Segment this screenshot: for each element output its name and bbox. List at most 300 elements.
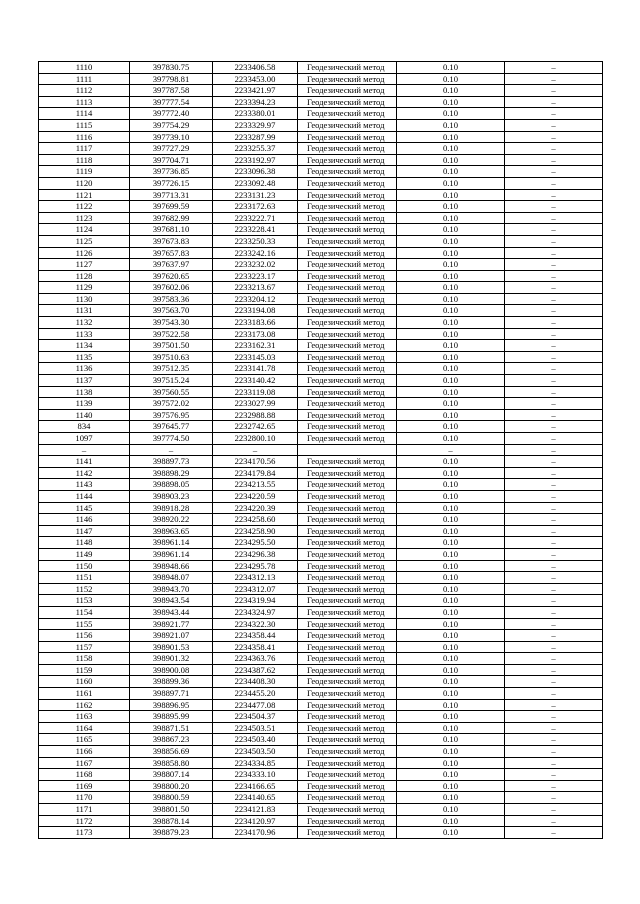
y-coordinate-cell: 2233119.08 bbox=[213, 386, 298, 398]
accuracy-cell: 0.10 bbox=[397, 467, 505, 479]
y-coordinate-cell: 2232742.65 bbox=[213, 421, 298, 433]
description-cell: – bbox=[505, 328, 603, 340]
table-row bbox=[39, 154, 603, 166]
method-cell: Геодезический метод bbox=[298, 433, 397, 445]
y-coordinate-cell: 2234358.44 bbox=[213, 630, 298, 642]
table-row bbox=[39, 653, 603, 665]
method-cell: Геодезический метод bbox=[298, 606, 397, 618]
y-coordinate-cell: 2234334.85 bbox=[213, 757, 298, 769]
accuracy-cell: 0.10 bbox=[397, 514, 505, 526]
table-row bbox=[39, 479, 603, 491]
method-cell: Геодезический метод bbox=[298, 560, 397, 572]
x-coordinate-cell: 397739.10 bbox=[130, 131, 213, 143]
table-row bbox=[39, 270, 603, 282]
method-cell: Геодезический метод bbox=[298, 143, 397, 155]
coordinates-table bbox=[38, 61, 603, 839]
x-coordinate-cell: 398878.14 bbox=[130, 815, 213, 827]
y-coordinate-cell: 2234324.97 bbox=[213, 606, 298, 618]
description-cell: – bbox=[505, 502, 603, 514]
x-coordinate-cell: 398943.54 bbox=[130, 595, 213, 607]
table-row bbox=[39, 734, 603, 746]
y-coordinate-cell: 2234213.55 bbox=[213, 479, 298, 491]
x-coordinate-cell: 397726.15 bbox=[130, 177, 213, 189]
description-cell: – bbox=[505, 375, 603, 387]
point-number-cell: 1125 bbox=[39, 235, 130, 247]
method-cell: Геодезический метод bbox=[298, 421, 397, 433]
table-row bbox=[39, 201, 603, 213]
accuracy-cell: 0.10 bbox=[397, 560, 505, 572]
method-cell: Геодезический метод bbox=[298, 769, 397, 781]
y-coordinate-cell: 2233255.37 bbox=[213, 143, 298, 155]
x-coordinate-cell: 398858.80 bbox=[130, 757, 213, 769]
table-row bbox=[39, 664, 603, 676]
point-number-cell: 1141 bbox=[39, 456, 130, 468]
method-cell: Геодезический метод bbox=[298, 305, 397, 317]
y-coordinate-cell: 2234170.56 bbox=[213, 456, 298, 468]
table-row bbox=[39, 757, 603, 769]
table-row bbox=[39, 259, 603, 271]
description-cell: – bbox=[505, 746, 603, 758]
point-number-cell: 1117 bbox=[39, 143, 130, 155]
accuracy-cell: 0.10 bbox=[397, 189, 505, 201]
table-row bbox=[39, 630, 603, 642]
x-coordinate-cell: 398801.50 bbox=[130, 804, 213, 816]
description-cell: – bbox=[505, 282, 603, 294]
table-row bbox=[39, 560, 603, 572]
method-cell: Геодезический метод bbox=[298, 270, 397, 282]
point-number-cell: 1166 bbox=[39, 746, 130, 758]
method-cell: Геодезический метод bbox=[298, 398, 397, 410]
point-number-cell: 1140 bbox=[39, 409, 130, 421]
description-cell: – bbox=[505, 305, 603, 317]
table-row bbox=[39, 409, 603, 421]
method-cell: Геодезический метод bbox=[298, 166, 397, 178]
y-coordinate-cell: 2234258.90 bbox=[213, 525, 298, 537]
x-coordinate-cell: 398903.23 bbox=[130, 490, 213, 502]
table-row bbox=[39, 467, 603, 479]
accuracy-cell: 0.10 bbox=[397, 282, 505, 294]
description-cell: – bbox=[505, 606, 603, 618]
method-cell: Геодезический метод bbox=[298, 572, 397, 584]
point-number-cell: 1145 bbox=[39, 502, 130, 514]
method-cell: Геодезический метод bbox=[298, 96, 397, 108]
point-number-cell: 1161 bbox=[39, 688, 130, 700]
description-cell: – bbox=[505, 201, 603, 213]
y-coordinate-cell: 2233380.01 bbox=[213, 108, 298, 120]
y-coordinate-cell: 2234296.38 bbox=[213, 548, 298, 560]
method-cell: Геодезический метод bbox=[298, 827, 397, 839]
accuracy-cell: 0.10 bbox=[397, 375, 505, 387]
method-cell: Геодезический метод bbox=[298, 548, 397, 560]
point-number-cell: 1172 bbox=[39, 815, 130, 827]
point-number-cell: 1121 bbox=[39, 189, 130, 201]
description-cell: – bbox=[505, 85, 603, 97]
table-row bbox=[39, 583, 603, 595]
description-cell: – bbox=[505, 490, 603, 502]
description-cell: – bbox=[505, 653, 603, 665]
point-number-cell: 1114 bbox=[39, 108, 130, 120]
point-number-cell: 1112 bbox=[39, 85, 130, 97]
x-coordinate-cell: 398879.23 bbox=[130, 827, 213, 839]
table-row bbox=[39, 711, 603, 723]
y-coordinate-cell: 2233173.08 bbox=[213, 328, 298, 340]
method-cell: Геодезический метод bbox=[298, 734, 397, 746]
point-number-cell: 1131 bbox=[39, 305, 130, 317]
x-coordinate-cell: 397512.35 bbox=[130, 363, 213, 375]
y-coordinate-cell: 2233162.31 bbox=[213, 340, 298, 352]
x-coordinate-cell: 398921.07 bbox=[130, 630, 213, 642]
description-cell: – bbox=[505, 815, 603, 827]
point-number-cell: 1155 bbox=[39, 618, 130, 630]
accuracy-cell: 0.10 bbox=[397, 409, 505, 421]
y-coordinate-cell: 2233453.00 bbox=[213, 73, 298, 85]
point-number-cell: 1135 bbox=[39, 351, 130, 363]
x-coordinate-cell: 397657.83 bbox=[130, 247, 213, 259]
point-number-cell: 1149 bbox=[39, 548, 130, 560]
accuracy-cell: 0.10 bbox=[397, 85, 505, 97]
accuracy-cell: 0.10 bbox=[397, 664, 505, 676]
table-row bbox=[39, 398, 603, 410]
table-row bbox=[39, 386, 603, 398]
description-cell: – bbox=[505, 62, 603, 74]
y-coordinate-cell: 2234358.41 bbox=[213, 641, 298, 653]
point-number-cell: 1132 bbox=[39, 317, 130, 329]
accuracy-cell: 0.10 bbox=[397, 583, 505, 595]
point-number-cell: 1129 bbox=[39, 282, 130, 294]
accuracy-cell: 0.10 bbox=[397, 490, 505, 502]
x-coordinate-cell: 398897.71 bbox=[130, 688, 213, 700]
method-cell: Геодезический метод bbox=[298, 525, 397, 537]
description-cell: – bbox=[505, 73, 603, 85]
point-number-cell: 1152 bbox=[39, 583, 130, 595]
description-cell: – bbox=[505, 548, 603, 560]
table-row bbox=[39, 572, 603, 584]
table-row bbox=[39, 235, 603, 247]
table-row bbox=[39, 456, 603, 468]
table-row bbox=[39, 502, 603, 514]
method-cell: Геодезический метод bbox=[298, 154, 397, 166]
y-coordinate-cell: 2233329.97 bbox=[213, 119, 298, 131]
y-coordinate-cell: 2234503.40 bbox=[213, 734, 298, 746]
accuracy-cell: 0.10 bbox=[397, 235, 505, 247]
method-cell: Геодезический метод bbox=[298, 664, 397, 676]
accuracy-cell: 0.10 bbox=[397, 351, 505, 363]
table-row bbox=[39, 363, 603, 375]
method-cell: Геодезический метод bbox=[298, 479, 397, 491]
point-number-cell: 1110 bbox=[39, 62, 130, 74]
y-coordinate-cell: 2233131.23 bbox=[213, 189, 298, 201]
x-coordinate-cell: 398921.77 bbox=[130, 618, 213, 630]
point-number-cell: 1144 bbox=[39, 490, 130, 502]
y-coordinate-cell: 2234455.20 bbox=[213, 688, 298, 700]
description-cell: – bbox=[505, 804, 603, 816]
y-coordinate-cell: 2234503.50 bbox=[213, 746, 298, 758]
x-coordinate-cell: 398800.59 bbox=[130, 792, 213, 804]
table-row bbox=[39, 514, 603, 526]
accuracy-cell: 0.10 bbox=[397, 73, 505, 85]
point-number-cell: 1164 bbox=[39, 722, 130, 734]
method-cell: Геодезический метод bbox=[298, 780, 397, 792]
table-row bbox=[39, 375, 603, 387]
accuracy-cell: 0.10 bbox=[397, 247, 505, 259]
point-number-cell: 1097 bbox=[39, 433, 130, 445]
x-coordinate-cell: 397830.75 bbox=[130, 62, 213, 74]
x-coordinate-cell: 398948.66 bbox=[130, 560, 213, 572]
point-number-cell: 1167 bbox=[39, 757, 130, 769]
accuracy-cell: 0.10 bbox=[397, 688, 505, 700]
table-row bbox=[39, 618, 603, 630]
dash-cell: – bbox=[213, 444, 298, 456]
method-cell: Геодезический метод bbox=[298, 189, 397, 201]
x-coordinate-cell: 397576.95 bbox=[130, 409, 213, 421]
y-coordinate-cell: 2234120.97 bbox=[213, 815, 298, 827]
y-coordinate-cell: 2234333.10 bbox=[213, 769, 298, 781]
method-cell: Геодезический метод bbox=[298, 711, 397, 723]
y-coordinate-cell: 2233140.42 bbox=[213, 375, 298, 387]
x-coordinate-cell: 397673.83 bbox=[130, 235, 213, 247]
description-cell: – bbox=[505, 433, 603, 445]
x-coordinate-cell: 397501.50 bbox=[130, 340, 213, 352]
y-coordinate-cell: 2234312.07 bbox=[213, 583, 298, 595]
x-coordinate-cell: 397682.99 bbox=[130, 212, 213, 224]
x-coordinate-cell: 397645.77 bbox=[130, 421, 213, 433]
table-row bbox=[39, 143, 603, 155]
y-coordinate-cell: 2233096.38 bbox=[213, 166, 298, 178]
method-cell: Геодезический метод bbox=[298, 224, 397, 236]
accuracy-cell: 0.10 bbox=[397, 653, 505, 665]
x-coordinate-cell: 397543.30 bbox=[130, 317, 213, 329]
description-cell: – bbox=[505, 421, 603, 433]
description-cell: – bbox=[505, 456, 603, 468]
y-coordinate-cell: 2234322.30 bbox=[213, 618, 298, 630]
table-row bbox=[39, 699, 603, 711]
method-cell: Геодезический метод bbox=[298, 363, 397, 375]
table-row bbox=[39, 317, 603, 329]
accuracy-cell: 0.10 bbox=[397, 757, 505, 769]
point-number-cell: 1159 bbox=[39, 664, 130, 676]
x-coordinate-cell: 398807.14 bbox=[130, 769, 213, 781]
accuracy-cell: 0.10 bbox=[397, 119, 505, 131]
point-number-cell: 1156 bbox=[39, 630, 130, 642]
method-cell: Геодезический метод bbox=[298, 351, 397, 363]
accuracy-cell: 0.10 bbox=[397, 734, 505, 746]
description-cell: – bbox=[505, 212, 603, 224]
y-coordinate-cell: 2233394.23 bbox=[213, 96, 298, 108]
method-cell: Геодезический метод bbox=[298, 490, 397, 502]
description-cell: – bbox=[505, 119, 603, 131]
y-coordinate-cell: 2233228.41 bbox=[213, 224, 298, 236]
method-cell: Геодезический метод bbox=[298, 340, 397, 352]
description-cell: – bbox=[505, 676, 603, 688]
table-row bbox=[39, 780, 603, 792]
x-coordinate-cell: 397620.65 bbox=[130, 270, 213, 282]
method-cell: Геодезический метод bbox=[298, 328, 397, 340]
accuracy-cell: 0.10 bbox=[397, 166, 505, 178]
y-coordinate-cell: 2233406.58 bbox=[213, 62, 298, 74]
x-coordinate-cell: 398948.07 bbox=[130, 572, 213, 584]
y-coordinate-cell: 2233092.48 bbox=[213, 177, 298, 189]
point-number-cell: 1134 bbox=[39, 340, 130, 352]
description-cell: – bbox=[505, 154, 603, 166]
table-row bbox=[39, 73, 603, 85]
y-coordinate-cell: 2232800.10 bbox=[213, 433, 298, 445]
accuracy-cell: 0.10 bbox=[397, 96, 505, 108]
table-row bbox=[39, 224, 603, 236]
description-cell: – bbox=[505, 479, 603, 491]
table-row bbox=[39, 827, 603, 839]
point-number-cell: 1137 bbox=[39, 375, 130, 387]
table-row bbox=[39, 177, 603, 189]
accuracy-cell: 0.10 bbox=[397, 827, 505, 839]
x-coordinate-cell: 398895.99 bbox=[130, 711, 213, 723]
method-cell: Геодезический метод bbox=[298, 62, 397, 74]
y-coordinate-cell: 2234312.13 bbox=[213, 572, 298, 584]
description-cell: – bbox=[505, 688, 603, 700]
accuracy-cell: 0.10 bbox=[397, 641, 505, 653]
point-number-cell: 1147 bbox=[39, 525, 130, 537]
description-cell: – bbox=[505, 131, 603, 143]
table-row bbox=[39, 433, 603, 445]
x-coordinate-cell: 397637.97 bbox=[130, 259, 213, 271]
point-number-cell: 1163 bbox=[39, 711, 130, 723]
x-coordinate-cell: 397563.70 bbox=[130, 305, 213, 317]
accuracy-cell: 0.10 bbox=[397, 815, 505, 827]
table-row bbox=[39, 548, 603, 560]
accuracy-cell: 0.10 bbox=[397, 328, 505, 340]
coordinates-table-body bbox=[39, 62, 603, 839]
point-number-cell: 1120 bbox=[39, 177, 130, 189]
accuracy-cell: 0.10 bbox=[397, 386, 505, 398]
x-coordinate-cell: 397777.54 bbox=[130, 96, 213, 108]
point-number-cell: 1162 bbox=[39, 699, 130, 711]
method-cell: Геодезический метод bbox=[298, 595, 397, 607]
x-coordinate-cell: 397681.10 bbox=[130, 224, 213, 236]
y-coordinate-cell: 2234220.39 bbox=[213, 502, 298, 514]
table-row bbox=[39, 688, 603, 700]
description-cell: – bbox=[505, 108, 603, 120]
x-coordinate-cell: 398943.70 bbox=[130, 583, 213, 595]
accuracy-cell: 0.10 bbox=[397, 711, 505, 723]
table-row bbox=[39, 792, 603, 804]
point-number-cell: 1138 bbox=[39, 386, 130, 398]
method-cell: Геодезический метод bbox=[298, 375, 397, 387]
point-number-cell: 1160 bbox=[39, 676, 130, 688]
x-coordinate-cell: 397727.29 bbox=[130, 143, 213, 155]
y-coordinate-cell: 2234220.59 bbox=[213, 490, 298, 502]
description-cell: – bbox=[505, 595, 603, 607]
description-cell: – bbox=[505, 247, 603, 259]
x-coordinate-cell: 397699.59 bbox=[130, 201, 213, 213]
method-cell: Геодезический метод bbox=[298, 317, 397, 329]
accuracy-cell: 0.10 bbox=[397, 699, 505, 711]
y-coordinate-cell: 2233194.08 bbox=[213, 305, 298, 317]
accuracy-cell: 0.10 bbox=[397, 154, 505, 166]
point-number-cell: 1151 bbox=[39, 572, 130, 584]
table-row bbox=[39, 804, 603, 816]
y-coordinate-cell: 2233192.97 bbox=[213, 154, 298, 166]
description-cell: – bbox=[505, 583, 603, 595]
x-coordinate-cell: 397602.06 bbox=[130, 282, 213, 294]
method-cell: Геодезический метод bbox=[298, 73, 397, 85]
y-coordinate-cell: 2234319.94 bbox=[213, 595, 298, 607]
point-number-cell: 1116 bbox=[39, 131, 130, 143]
description-cell: – bbox=[505, 827, 603, 839]
description-cell: – bbox=[505, 235, 603, 247]
accuracy-cell: 0.10 bbox=[397, 722, 505, 734]
accuracy-cell: 0.10 bbox=[397, 259, 505, 271]
y-coordinate-cell: 2233223.17 bbox=[213, 270, 298, 282]
accuracy-cell: 0.10 bbox=[397, 618, 505, 630]
accuracy-cell: 0.10 bbox=[397, 502, 505, 514]
method-cell: Геодезический метод bbox=[298, 409, 397, 421]
y-coordinate-cell: 2233027.99 bbox=[213, 398, 298, 410]
description-cell: – bbox=[505, 537, 603, 549]
accuracy-cell: 0.10 bbox=[397, 769, 505, 781]
accuracy-cell: 0.10 bbox=[397, 606, 505, 618]
point-number-cell: 1133 bbox=[39, 328, 130, 340]
x-coordinate-cell: 397736.85 bbox=[130, 166, 213, 178]
method-cell: Геодезический метод bbox=[298, 583, 397, 595]
x-coordinate-cell: 397754.29 bbox=[130, 119, 213, 131]
point-number-cell: 1130 bbox=[39, 293, 130, 305]
method-cell: Геодезический метод bbox=[298, 386, 397, 398]
description-cell: – bbox=[505, 780, 603, 792]
description-cell: – bbox=[505, 293, 603, 305]
description-cell: – bbox=[505, 317, 603, 329]
point-number-cell: 1126 bbox=[39, 247, 130, 259]
description-cell: – bbox=[505, 711, 603, 723]
point-number-cell: 834 bbox=[39, 421, 130, 433]
y-coordinate-cell: 2234179.84 bbox=[213, 467, 298, 479]
point-number-cell: 1157 bbox=[39, 641, 130, 653]
x-coordinate-cell: 398871.51 bbox=[130, 722, 213, 734]
method-cell: Геодезический метод bbox=[298, 212, 397, 224]
description-cell: – bbox=[505, 96, 603, 108]
description-cell: – bbox=[505, 641, 603, 653]
table-row bbox=[39, 641, 603, 653]
x-coordinate-cell: 398898.29 bbox=[130, 467, 213, 479]
y-coordinate-cell: 2233222.71 bbox=[213, 212, 298, 224]
separator-row bbox=[39, 444, 603, 456]
description-cell: – bbox=[505, 386, 603, 398]
y-coordinate-cell: 2234295.50 bbox=[213, 537, 298, 549]
point-number-cell: 1115 bbox=[39, 119, 130, 131]
method-cell: Геодезический метод bbox=[298, 247, 397, 259]
x-coordinate-cell: 398867.23 bbox=[130, 734, 213, 746]
y-coordinate-cell: 2233204.12 bbox=[213, 293, 298, 305]
y-coordinate-cell: 2233421.97 bbox=[213, 85, 298, 97]
table-row bbox=[39, 722, 603, 734]
table-row bbox=[39, 212, 603, 224]
table-row bbox=[39, 351, 603, 363]
point-number-cell: 1118 bbox=[39, 154, 130, 166]
y-coordinate-cell: 2233232.02 bbox=[213, 259, 298, 271]
y-coordinate-cell: 2233213.67 bbox=[213, 282, 298, 294]
method-cell: Геодезический метод bbox=[298, 792, 397, 804]
description-cell: – bbox=[505, 351, 603, 363]
x-coordinate-cell: 398920.22 bbox=[130, 514, 213, 526]
method-cell: Геодезический метод bbox=[298, 688, 397, 700]
accuracy-cell: 0.10 bbox=[397, 746, 505, 758]
y-coordinate-cell: 2233141.78 bbox=[213, 363, 298, 375]
y-coordinate-cell: 2234166.65 bbox=[213, 780, 298, 792]
description-cell: – bbox=[505, 618, 603, 630]
description-cell: – bbox=[505, 143, 603, 155]
method-cell: Геодезический метод bbox=[298, 630, 397, 642]
dash-cell: – bbox=[397, 444, 505, 456]
description-cell: – bbox=[505, 166, 603, 178]
description-cell: – bbox=[505, 514, 603, 526]
